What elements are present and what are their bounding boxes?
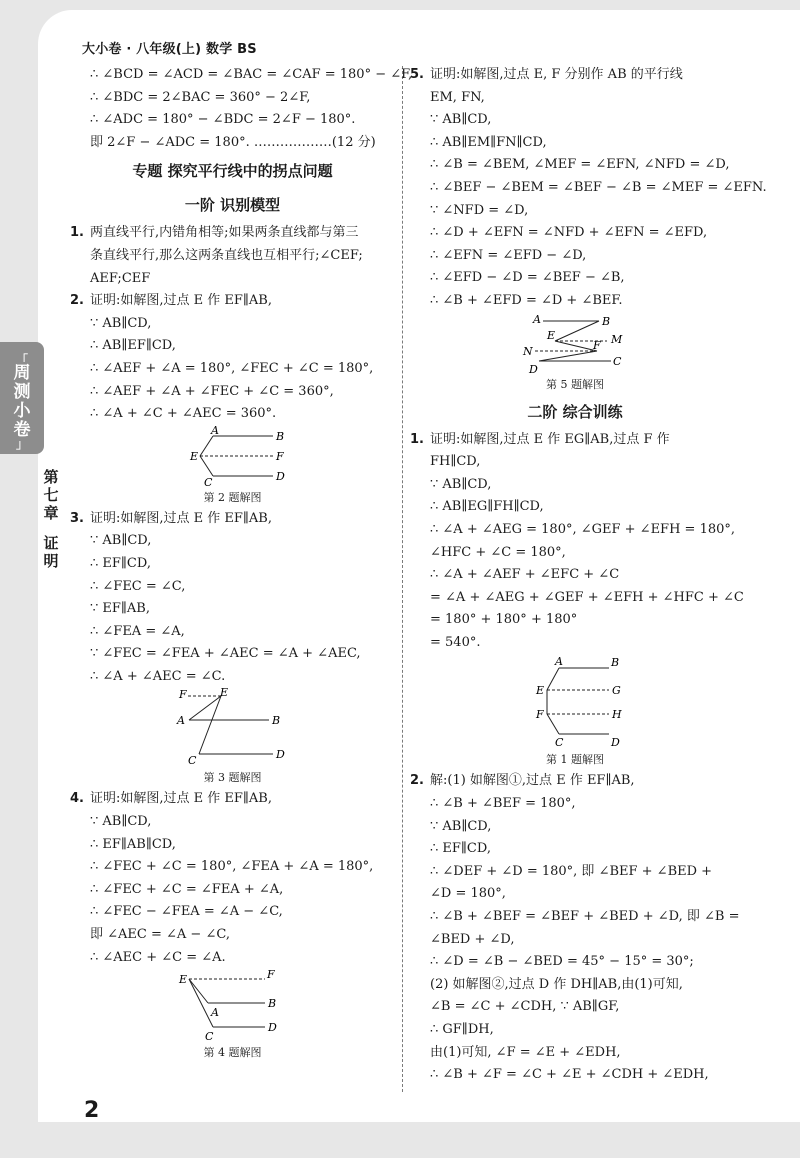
text-line: ∴ ∠BCD = ∠ACD = ∠BAC = ∠CAF = 180° − ∠F, (90, 67, 413, 82)
figure-caption: 第 3 题解图 (203, 771, 262, 785)
text-line: = 180° + 180° + 180° (430, 612, 578, 628)
text-line: ∴ ∠BEF − ∠BEM = ∠BEF − ∠B = ∠MEF = ∠EFN. (430, 179, 767, 195)
point-label: C (555, 736, 564, 750)
point-label: N (523, 344, 533, 358)
question-5 (410, 64, 767, 395)
point-label: A (210, 425, 219, 437)
text-line: ∴ ∠B + ∠EFD = ∠D + ∠BEF. (430, 292, 623, 308)
point-label: B (271, 714, 280, 728)
text-line: ∴ ∠D = ∠B − ∠BED = 45° − 15° = 30°; (430, 954, 694, 970)
question-number: 5. (410, 67, 424, 82)
text-line: ∠BED + ∠D, (430, 931, 515, 947)
chapter-char: 七 (43, 486, 59, 504)
figure-caption: 第 5 题解图 (546, 377, 604, 391)
text-line: ∴ ∠A + ∠AEC = ∠C. (90, 668, 226, 684)
text-line: AEF;CEF (90, 270, 151, 286)
left-column (70, 64, 413, 1063)
point-label: M (611, 332, 623, 346)
text-line: ∴ ∠A + ∠AEF + ∠EFC + ∠C (430, 567, 620, 583)
line-FC (547, 714, 559, 734)
text-line: 即 ∠AEC = ∠A − ∠C, (90, 927, 230, 943)
text-line: ∴ ∠AEF + ∠A = 180°, ∠FEC + ∠C = 180°, (90, 360, 374, 376)
point-label: B (275, 429, 284, 443)
line-FD (539, 351, 597, 361)
side-tab-weekly-test (0, 342, 44, 454)
text-line: ∵ AB∥CD, (90, 315, 152, 331)
question-number: 1. (410, 431, 424, 447)
text-line: ∴ AB∥EM∥FN∥CD, (430, 134, 547, 150)
point-label: D (267, 1021, 277, 1035)
text-line: 证明:如解图,过点 E 作 EF∥AB, (90, 510, 272, 526)
question-2 (70, 290, 395, 508)
point-label: F (178, 688, 187, 702)
text-line: ∴ ∠A + ∠C + ∠AEC = 360°. (90, 406, 277, 422)
figure-caption: 第 1 题解图 (546, 753, 604, 767)
text-line: = 540°. (430, 634, 481, 650)
point-label: A (210, 1006, 219, 1020)
running-header: 大小卷 · 八年级(上) 数学 BS (82, 42, 257, 57)
text-line: ∵ AB∥CD, (90, 533, 152, 549)
side-tab-char: 周 (13, 363, 31, 383)
text-line: ∴ ∠DEF + ∠D = 180°, 即 ∠BEF + ∠BED + (430, 863, 713, 879)
text-line: 条直线平行,那么这两条直线也互相平行;∠CEF; (90, 247, 363, 263)
point-label: F (266, 969, 275, 982)
stage2-title: 二阶 综合训练 (527, 402, 623, 421)
text-line: ∴ ∠FEC + ∠C = ∠FEA + ∠A, (90, 881, 284, 897)
question-number: 4. (70, 791, 84, 807)
point-label: D (275, 748, 285, 762)
point-label: C (187, 754, 196, 768)
point-label: A (533, 312, 541, 326)
point-label: B (602, 314, 611, 328)
point-label: F (593, 338, 601, 352)
column-divider (402, 66, 403, 1092)
question-4 (70, 788, 395, 1063)
chapter-char: 第 (43, 468, 59, 486)
text-line: ∴ ∠FEC − ∠FEA = ∠A − ∠C, (90, 904, 283, 920)
text-line: ∵ ∠FEC = ∠FEA + ∠AEC = ∠A + ∠AEC, (90, 646, 361, 662)
point-label: E (219, 688, 228, 700)
tab-bracket-bottom: 」 (15, 437, 28, 451)
chapter-char: 证 (43, 534, 59, 552)
text-line: ∴ ∠B = ∠BEM, ∠MEF = ∠EFN, ∠NFD = ∠D, (430, 157, 730, 173)
text-line: ∴ ∠B + ∠BEF = ∠BEF + ∠BED + ∠D, 即 ∠B = (430, 909, 740, 925)
text-line: ∵ AB∥CD, (90, 814, 152, 830)
point-label: C (613, 354, 622, 368)
chapter-spacer (39, 522, 63, 534)
text-line: ∴ ∠FEC + ∠C = 180°, ∠FEA + ∠A = 180°, (90, 859, 374, 875)
text-line: ∴ ∠B + ∠BEF = 180°, (430, 796, 576, 812)
line-EC (200, 456, 213, 476)
point-label: D (529, 362, 538, 375)
text-line: ∴ ∠A + ∠AEG = 180°, ∠GEF + ∠EFH = 180°, (430, 521, 736, 537)
text-line: ∠HFC + ∠C = 180°, (430, 544, 566, 560)
text-line: ∵ AB∥CD, (430, 112, 492, 128)
stage1-title: 一阶 识别模型 (184, 196, 281, 215)
text-line: ∴ EF∥CD, (430, 841, 491, 857)
text-line: ∠D = 180°, (430, 886, 506, 902)
text-line: 证明:如解图,过点 E 作 EG∥AB,过点 F 作 (430, 431, 670, 447)
text-line: ∴ ∠B + ∠F = ∠C + ∠E + ∠CDH + ∠EDH, (430, 1067, 709, 1083)
text-line: = ∠A + ∠AEG + ∠GEF + ∠EFH + ∠HFC + ∠C (430, 589, 744, 605)
line-EF (555, 341, 597, 351)
point-label: F (536, 708, 544, 722)
question-r2 (410, 770, 740, 1086)
figure-q4 (173, 969, 293, 1043)
point-label: C (204, 1030, 213, 1044)
text-line: ∴ ∠FEC = ∠C, (90, 578, 186, 594)
side-tab-char: 卷 (13, 420, 31, 440)
text-line: ∴ ∠AEF + ∠A + ∠FEC + ∠C = 360°, (90, 383, 334, 399)
text-line: ∴ ∠ADC = 180° − ∠BDC = 2∠F − 180°. (90, 112, 356, 128)
text-line: EM, FN, (430, 89, 485, 105)
chapter-char: 明 (43, 552, 59, 570)
text-line: ∴ ∠EFN = ∠EFD − ∠D, (430, 247, 587, 263)
tab-bracket-top: 「 (15, 353, 28, 367)
figure-q3 (173, 688, 293, 768)
figure-q2 (178, 426, 288, 488)
figure-q5 (515, 313, 635, 375)
text-line: 证明:如解图,过点 E 作 EF∥AB, (90, 293, 272, 309)
chapter-char: 章 (43, 504, 59, 522)
text-line: ∴ EF∥AB∥CD, (90, 836, 176, 852)
question-number: 2. (70, 293, 84, 309)
text-line: FH∥CD, (430, 454, 481, 470)
question-number: 3. (70, 510, 84, 526)
figure-caption: 第 4 题解图 (203, 1046, 262, 1060)
text-line: ∠B = ∠C + ∠CDH, ∵ AB∥GF, (430, 999, 620, 1015)
line-AE (547, 668, 559, 690)
point-label: H (612, 708, 622, 722)
question-1 (70, 222, 395, 290)
text-line: 即 2∠F − ∠ADC = 180°. ………………(12 分) (90, 134, 376, 150)
point-label: D (611, 736, 620, 750)
point-label: D (275, 469, 285, 483)
point-label: B (611, 656, 620, 670)
text-line: 证明:如解图,过点 E, F 分别作 AB 的平行线 (430, 67, 683, 82)
point-label: E (178, 973, 187, 987)
question-r1 (410, 429, 744, 771)
text-line: 解:(1) 如解图①,过点 E 作 EF∥AB, (430, 773, 635, 789)
point-label: A (555, 655, 563, 669)
right-column (410, 64, 767, 1087)
text-line: ∴ AB∥EF∥CD, (90, 338, 176, 354)
question-number: 2. (410, 773, 424, 789)
figure-r1 (515, 654, 635, 750)
text-line: (2) 如解图②,过点 D 作 DH∥AB,由(1)可知, (430, 976, 683, 992)
point-label: E (536, 684, 545, 698)
text-line: ∴ ∠AEC + ∠C = ∠A. (90, 949, 226, 965)
page-number: 2 (84, 1098, 100, 1123)
text-line: ∴ ∠D + ∠EFN = ∠NFD + ∠EFN = ∠EFD, (430, 225, 708, 241)
point-label: F (275, 449, 284, 463)
text-line: ∴ AB∥EG∥FH∥CD, (430, 499, 544, 515)
point-label: B (267, 997, 276, 1011)
text-line: 两直线平行,内错角相等;如果两条直线都与第三 (90, 225, 359, 241)
point-label: G (612, 684, 621, 698)
side-tab-char: 小 (13, 401, 31, 421)
text-line: ∴ GF∥DH, (430, 1022, 494, 1037)
text-line: ∵ ∠NFD = ∠D, (430, 202, 529, 218)
topic-title: 专题 探究平行线中的拐点问题 (132, 162, 333, 181)
text-line: ∵ EF∥AB, (90, 601, 150, 617)
text-line: ∴ ∠BDC = 2∠BAC = 360° − 2∠F, (90, 89, 311, 105)
line-EA (189, 979, 208, 1003)
point-label: E (547, 328, 556, 342)
figure-caption: 第 2 题解图 (203, 490, 262, 504)
point-label: E (189, 449, 198, 463)
point-label: C (203, 475, 212, 488)
question-number: 1. (70, 225, 84, 241)
line-AE (200, 436, 213, 456)
text-line: ∴ ∠FEA = ∠A, (90, 623, 185, 639)
chapter-label (39, 468, 63, 570)
text-line: 证明:如解图,过点 E 作 EF∥AB, (90, 791, 272, 807)
text-line: ∵ AB∥CD, (430, 476, 492, 492)
text-line: ∵ AB∥CD, (430, 818, 492, 834)
question-3 (70, 508, 395, 789)
text-line: ∴ ∠EFD − ∠D = ∠BEF − ∠B, (430, 270, 625, 286)
text-line: 由(1)可知, ∠F = ∠E + ∠EDH, (430, 1044, 621, 1060)
side-tab-char: 测 (13, 382, 31, 402)
line-BE (555, 321, 599, 341)
point-label: A (176, 714, 185, 728)
text-line: ∴ EF∥CD, (90, 555, 151, 571)
